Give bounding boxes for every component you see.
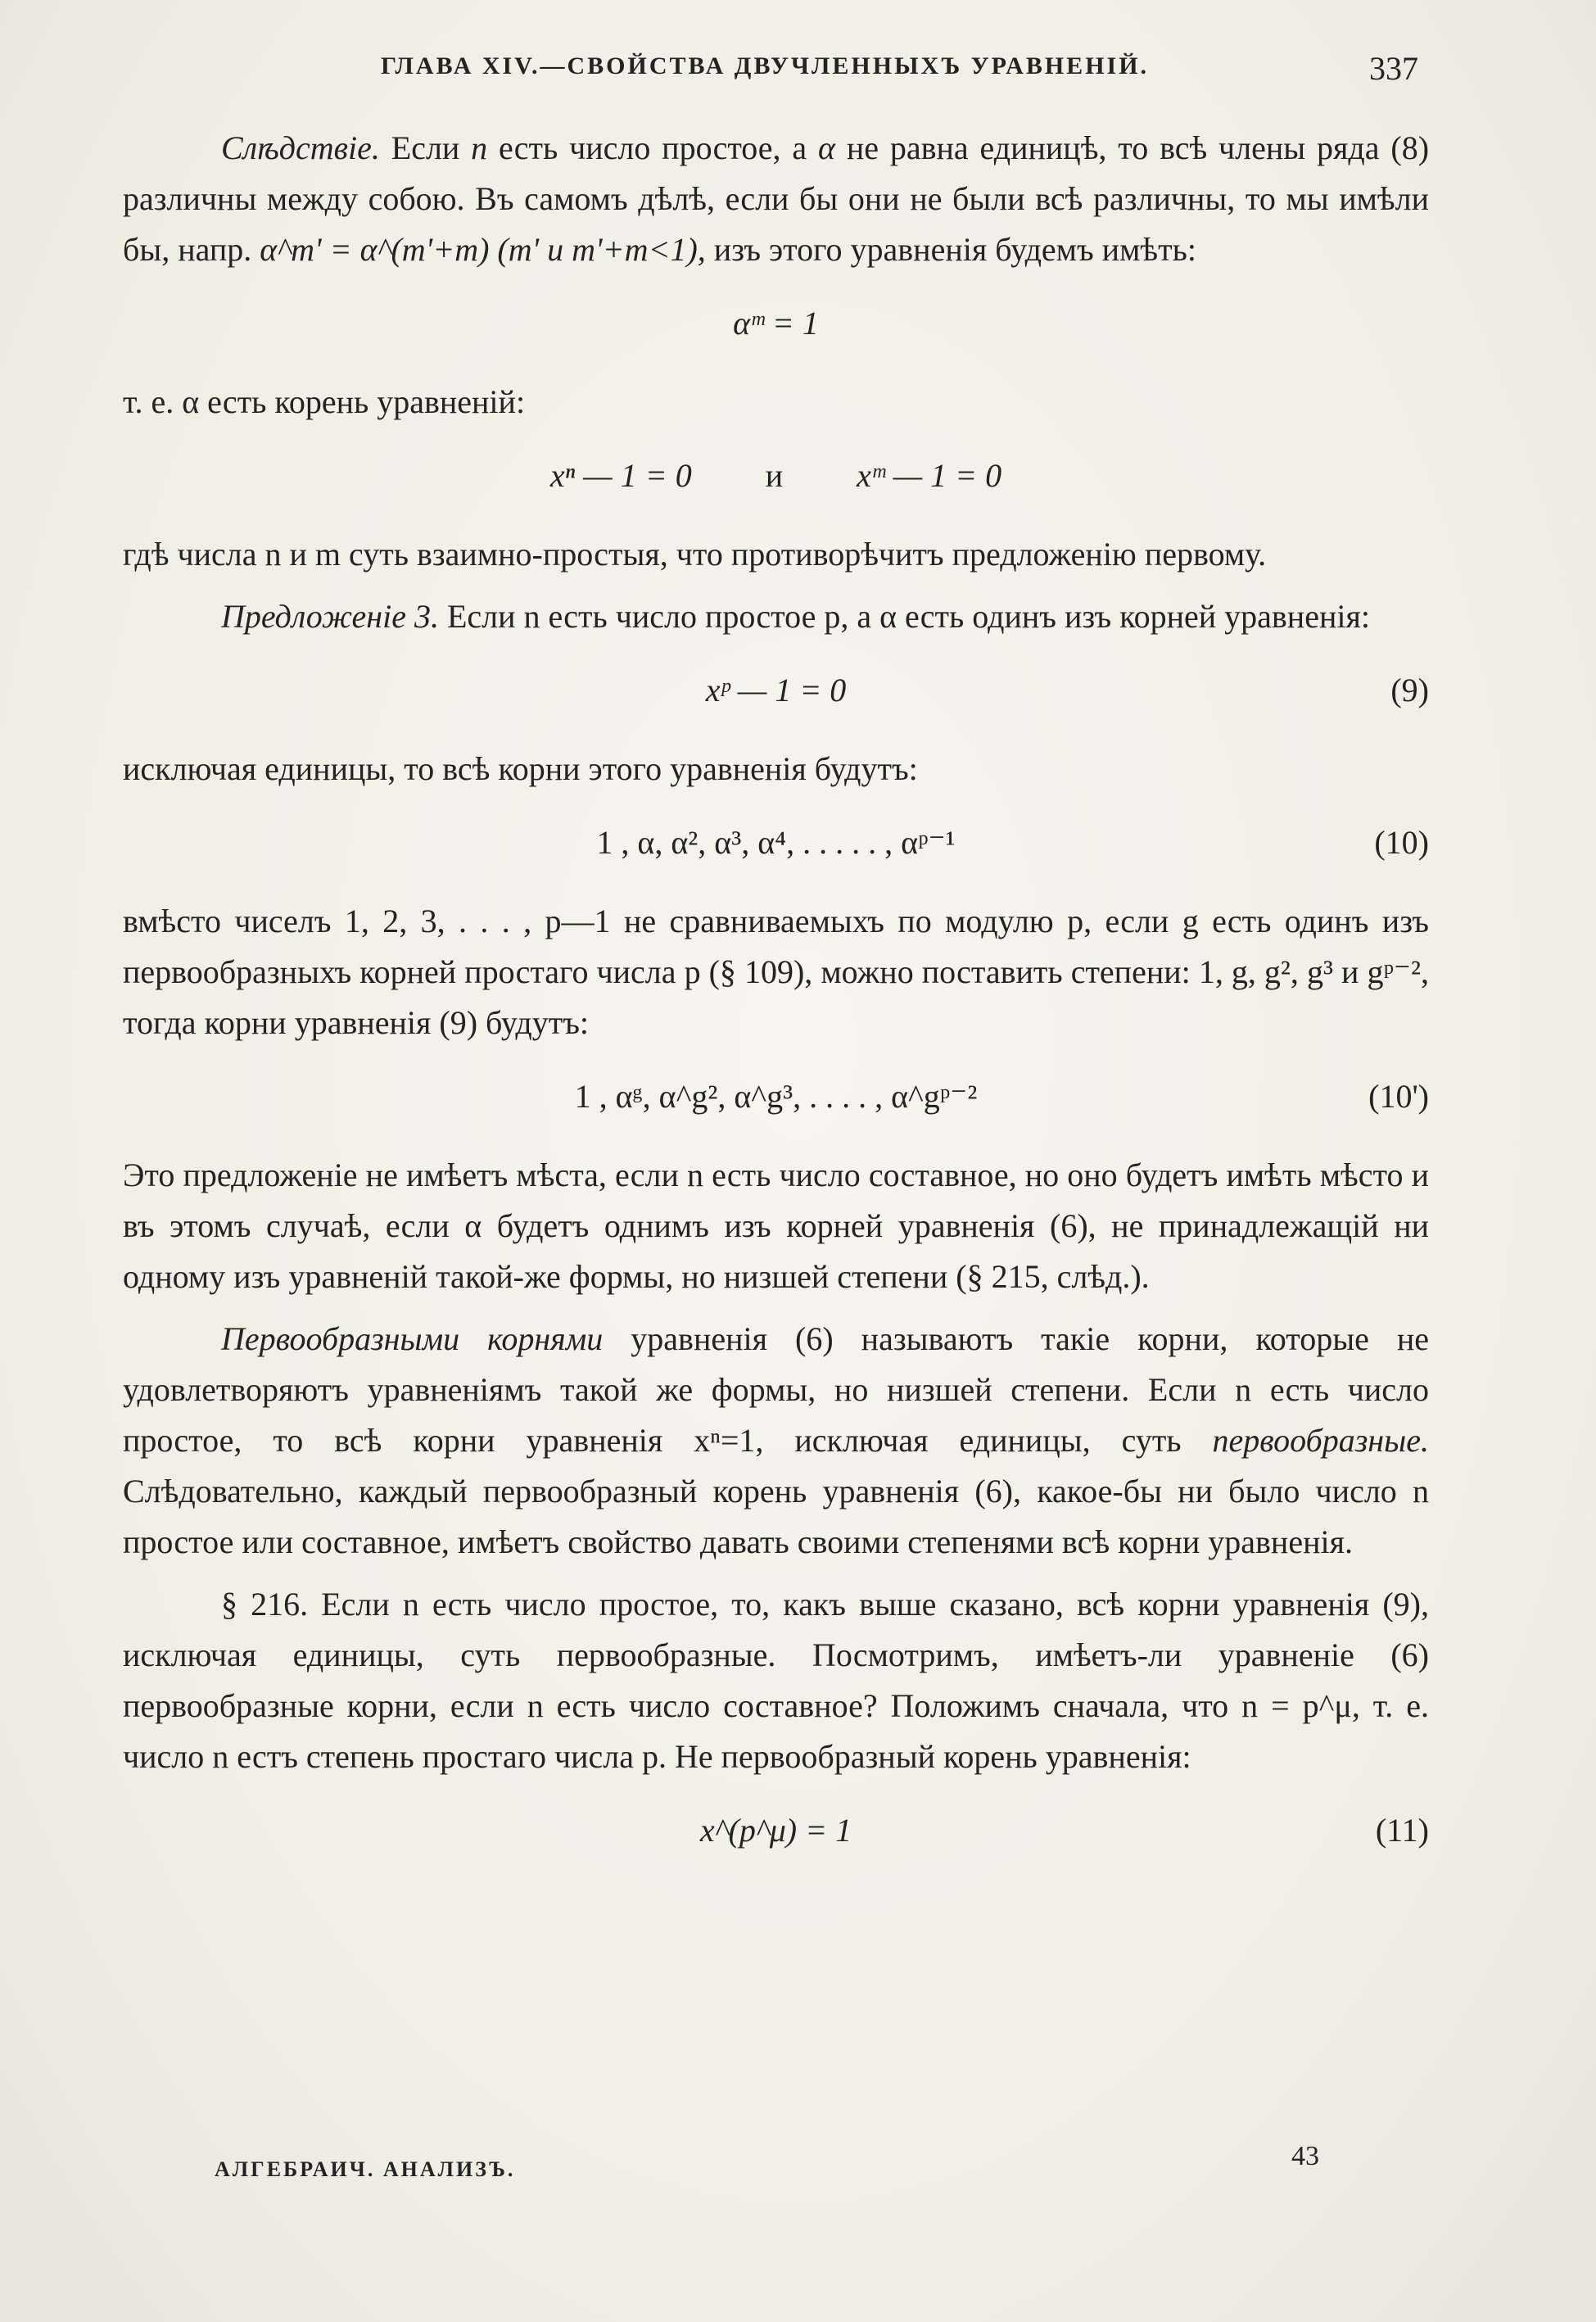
paragraph-coprime: гдѣ числа n и m суть взаимно-простыя, что противорѣчитъ предложенію первому. [123, 536, 1267, 573]
paragraph-primitive-roots: вмѣсто чиселъ 1, 2, 3, . . . , p—1 не сравниваемыхъ по модулю p, если g есть одинъ изъ первообразныхъ корней простаго числа p (§ 109), можно поставить степени: 1, g, g², g³ и gᵖ⁻², тогда корни уравненія (9) будутъ: [123, 903, 1429, 1041]
paragraph-composite: Это предложеніе не имѣетъ мѣста, если n есть число составное, но оно будетъ имѣть мѣсто и въ этомъ случаѣ, если α будетъ однимъ изъ корней уравненія (6), не принадлежащій ни одному изъ уравненій такой-же формы, но низшей степени (§ 215, слѣд.). [123, 1156, 1429, 1295]
definition-em: первообразные. [1212, 1422, 1429, 1459]
paragraph-corollary [123, 123, 1429, 275]
corollary-text-c: не равна единицѣ, то всѣ члены ряда (8) различны между собою. Въ самомъ дѣлѣ, если бы они не были всѣ различны, то мы имѣли бы, напр. [123, 129, 1430, 268]
equation-number: (11) [1375, 1812, 1429, 1849]
equation-11 [123, 1805, 1429, 1856]
var-n: n [471, 129, 488, 166]
proposition-text: Если n есть число простое p, а α есть одинъ изъ корней уравненія: [438, 598, 1370, 635]
page-number: 337 [1369, 50, 1418, 87]
equation-text: x^(p^μ) = 1 [699, 1812, 852, 1849]
definition-label: Первообразными корнями [221, 1320, 604, 1357]
signature-mark: 43 [1291, 2141, 1319, 2171]
equation-alpha-m [123, 298, 1429, 349]
running-head: ГЛАВА XIV.—СВОЙСТВА ДВУЧЛЕННЫХЪ УРАВНЕНІЙ. [381, 52, 1150, 79]
inline-formula: α^m' = α^(m'+m) (m' и m'+m<1), [260, 231, 706, 268]
footer-title: АЛГЕБРАИЧ. АНАЛИЗЪ. [215, 2157, 516, 2181]
equation-10 [123, 817, 1429, 868]
page-footer [0, 2141, 1596, 2190]
equation-text: 1 , αᵍ, α^g², α^g³, . . . . , α^gᵖ⁻² [574, 1078, 978, 1115]
definition-text-b: Слѣдовательно, каждый первообразный корень уравненія (6), какое-бы ни было число n простое или составное, имѣетъ свойство давать своими степенями всѣ корни уравненія. [123, 1473, 1429, 1560]
equation-number: (10') [1368, 1078, 1429, 1115]
equation-text: xᵖ — 1 = 0 [705, 672, 847, 708]
equation-left: xⁿ — 1 = 0 [549, 457, 692, 494]
equation-10-prime [123, 1071, 1429, 1122]
paragraph-definition [123, 1314, 1429, 1568]
corollary-text-b: есть число простое, а [487, 129, 818, 166]
corollary-text-d: изъ этого уравненія будемъ имѣть: [705, 231, 1196, 268]
corollary-label: Слѣдствіе. [221, 129, 380, 166]
var-alpha: α [818, 129, 835, 166]
equation-number: (9) [1390, 672, 1429, 708]
paragraph-roots-of: т. е. α есть корень уравненій: [123, 383, 526, 420]
equation-pair [123, 450, 1429, 501]
definition-text-a: уравненія (6) называютъ такіе корни, которые не удовлетворяютъ уравненіямъ такой же формы, но низшей степени. Если n есть число простое, то всѣ корни уравненія xⁿ=1, исключая единицы, суть [123, 1320, 1429, 1459]
proposition-label: Предложеніе 3. [221, 598, 439, 635]
equation-and: и [765, 457, 784, 494]
page-header [0, 52, 1596, 102]
equation-text: 1 , α, α², α³, α⁴, . . . . . , αᵖ⁻¹ [596, 824, 956, 861]
corollary-text-a: Если [379, 129, 472, 166]
page-body [123, 123, 1429, 1884]
equation-right: xᵐ — 1 = 0 [857, 457, 1002, 494]
paragraph-section-216: § 216. Если n есть число простое, то, какъ выше сказано, всѣ корни уравненія (9), исключая единицы, суть первообразные. Посмотримъ, имѣетъ-ли уравненіе (6) первообразные корни, если n есть число составное? Положимъ сначала, что n = p^μ, т. е. число n естъ степень простаго числа p. Не первообразный корень уравненія: [123, 1586, 1429, 1775]
paragraph-all-roots: исключая единицы, то всѣ корни этого уравненія будутъ: [123, 750, 918, 787]
paragraph-proposition-3 [123, 591, 1429, 642]
equation-number: (10) [1374, 824, 1429, 861]
equation-9 [123, 665, 1429, 716]
equation-text: αᵐ = 1 [733, 305, 819, 342]
